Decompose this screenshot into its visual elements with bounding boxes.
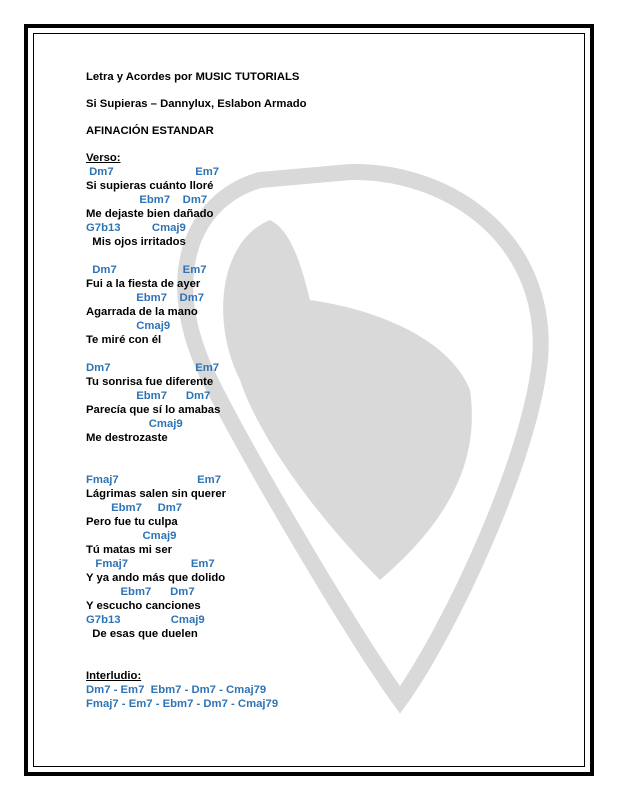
chord-line: G7b13 Cmaj9 xyxy=(86,614,205,626)
lyric-line: Agarrada de la mano xyxy=(86,306,198,318)
lyric-line: Parecía que sí lo amabas xyxy=(86,404,221,416)
chord-line: Cmaj9 xyxy=(86,320,171,332)
chord-line: Dm7 Em7 xyxy=(86,362,220,374)
chord-line: Cmaj9 xyxy=(86,418,183,430)
song-sheet xyxy=(86,70,546,711)
interludio-heading: Interludio: xyxy=(86,670,142,682)
lyric-line: Pero fue tu culpa xyxy=(86,516,178,528)
chord-line: Ebm7 Dm7 xyxy=(86,502,183,514)
lyric-line: Si supieras cuánto lloré xyxy=(86,180,214,192)
lyric-line: Tu sonrisa fue diferente xyxy=(86,376,214,388)
chord-line: Dm7 - Em7 Ebm7 - Dm7 - Cmaj79 xyxy=(86,684,267,696)
chord-line: Fmaj7 Em7 xyxy=(86,474,221,486)
lyric-line: Fui a la fiesta de ayer xyxy=(86,278,201,290)
lyric-line: Mis ojos irritados xyxy=(86,236,186,248)
lyric-line: Y escucho canciones xyxy=(86,600,201,612)
chord-line: G7b13 Cmaj9 xyxy=(86,222,186,234)
chord-line: Ebm7 Dm7 xyxy=(86,390,211,402)
verso-heading: Verso: xyxy=(86,152,121,164)
song-title: Si Supieras – Dannylux, Eslabon Armado xyxy=(86,98,307,110)
lyric-line: Me dejaste bien dañado xyxy=(86,208,214,220)
chord-line: Dm7 Em7 xyxy=(86,264,207,276)
lyric-line: Te miré con él xyxy=(86,334,162,346)
lyric-line: De esas que duelen xyxy=(86,628,198,640)
lyric-line: Me destrozaste xyxy=(86,432,168,444)
lyric-line: Tú matas mi ser xyxy=(86,544,173,556)
chord-line: Fmaj7 - Em7 - Ebm7 - Dm7 - Cmaj79 xyxy=(86,698,279,710)
tuning-label: AFINACIÓN ESTANDAR xyxy=(86,125,214,137)
chord-line: Dm7 Em7 xyxy=(86,166,220,178)
chord-line: Ebm7 Dm7 xyxy=(86,586,195,598)
chord-line: Cmaj9 xyxy=(86,530,177,542)
lyric-line: Y ya ando más que dolido xyxy=(86,572,226,584)
lyric-line: Lágrimas salen sin querer xyxy=(86,488,227,500)
credit-line: Letra y Acordes por MUSIC TUTORIALS xyxy=(86,71,300,83)
chord-line: Ebm7 Dm7 xyxy=(86,194,208,206)
chord-line: Fmaj7 Em7 xyxy=(86,558,215,570)
chord-line: Ebm7 Dm7 xyxy=(86,292,205,304)
